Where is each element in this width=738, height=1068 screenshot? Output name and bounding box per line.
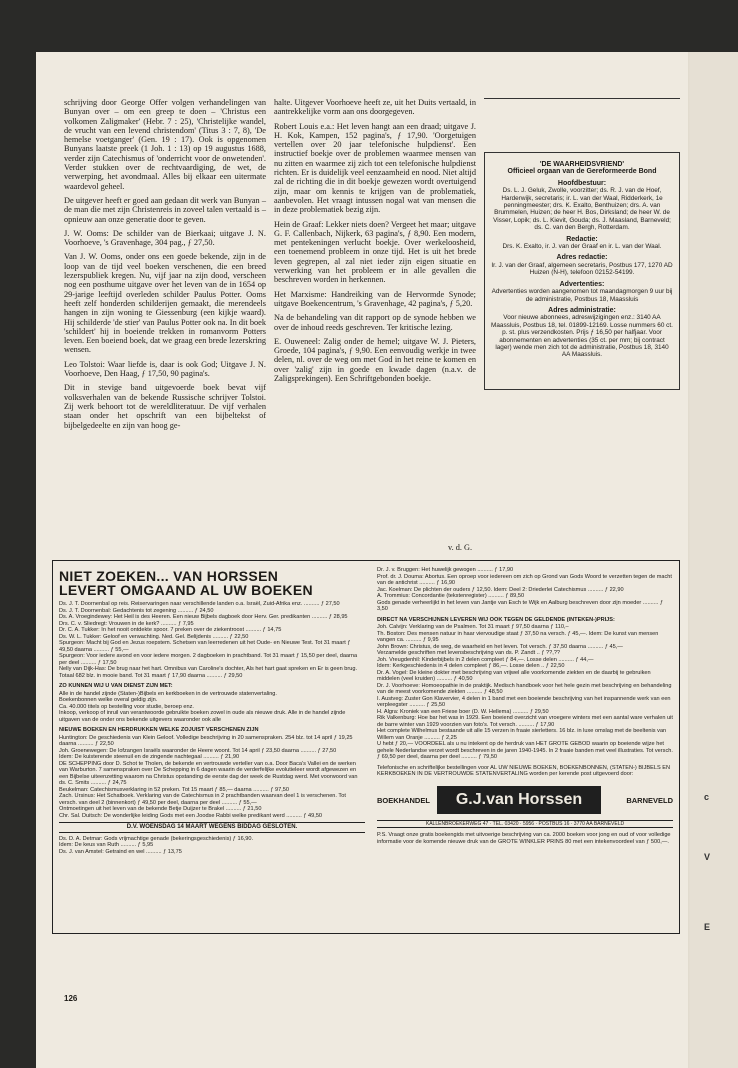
book-entry: Ds. A. Vroegindewey: Het Heil is des Heeren. Een nieuw Bijbels dagboek door Herv. Ger. predikanten .......... ƒ 28,95 — [59, 614, 348, 620]
book-entry: Idem: Kerkgeschiedenis in 4 delen compleet ƒ 86,—. Losse delen .. ƒ 22,50 — [377, 663, 565, 669]
section-text: Ir. J. van der Graaf, algemeen secretaris, Postbus 177, 1270 AD Huizen (N-H), telefoon 02152-54199. — [491, 261, 673, 277]
section-heading: NIEUWE BOEKEN EN HERDRUKKEN WELKE ZOJUIST VERSCHENEN ZIJN — [59, 727, 259, 733]
colophon-title: 'DE WAARHEIDSVRIEND' — [539, 161, 625, 168]
ad-right-column — [377, 567, 673, 845]
book-entry: Ds. W. L. Tukker: Geloof en verwachting. Ned. Gel. Belijdenis .......... ƒ 22,50 — [59, 633, 249, 640]
divider — [484, 98, 680, 99]
book-entry: Gods genade verheerlijkt in het leven van Jantje van Esch te Wijk en Aalburg beschreven door zijn moeder .......... ƒ 3,50 — [377, 599, 664, 612]
section-heading: ZO KUNNEN WIJ U VAN DIENST ZIJN MET: — [59, 683, 173, 689]
section-head: Hoofdbestuur: — [557, 179, 607, 187]
book-entry: Rik Valkenburg: Hoe bar het was in 1929. Een boeiend overzicht van vroegere winters met een aantal ware verhalen uit de barre winter van 1929 voorzien van foto's. Tot versch. .......... ƒ 17,90 — [377, 715, 673, 728]
book-entry: Chr. Sal. Duitsch: De wonderlijke leiding Gods met een Joodse Rabbi welke predikant werd .......... ƒ 49,50 — [59, 812, 323, 819]
paragraph: De uitgever heeft er goed aan gedaan dit werk van Bunyan – de man die met zijn Christenreis in zoveel talen vertaald is – opnieuw aan onze generatie door te geven. — [64, 195, 266, 224]
book-entry: Ds. D. A. Detmar: Gods vrijmachtige genade (bekeringsgeschiedenis) ƒ 16,90. — [59, 835, 254, 842]
section-head: Adres redactie: — [556, 254, 608, 262]
book-entry: Joh. Vreugdenhil: Kinderbijbels in 2 delen compleet ƒ 84,—. Losse delen .......... ƒ 44,— — [377, 656, 594, 663]
book-entry: Dr. C. A. Tukker: In het nooit ontdekte spoor. 7 preken over de ziekentroost .......... ƒ 14,75 — [59, 627, 282, 633]
page-number: 126 — [64, 994, 78, 1003]
section-text: Drs. K. Exalto, ir. J. van der Graaf en ir. L. van der Waal. — [502, 243, 662, 251]
review-column-1 — [64, 98, 266, 435]
logo-left-text: BOEKHANDEL — [377, 795, 430, 805]
book-entry: I. Austveg: Zuster Gon Klavervier, 4 delen in 1 band met een boeiende beschrijving van het inspannende werk van een verpleegster .......... ƒ 25,50 — [377, 695, 671, 708]
book-entry: John Brown: Christus, de weg, de waarheid en het leven. Tot versch. ƒ 37,50 daarna .......... ƒ 45,— — [377, 643, 623, 650]
book-entry: Ds. J. T. Doornenbal: Gedachtenis tot zegening .......... ƒ 24,50 — [59, 607, 214, 614]
paragraph: Het Marxisme: Handreiking van de Hervormde Synode; uitgave Boekencentrum, 's Gravenhage, 42 pagina's, ƒ 5,20. — [274, 289, 476, 308]
book-entry: Prof. dr. J. Douma: Abortus. Een oproep voor iedereen om zich op Grond van Gods Woord te verzetten tegen de macht van de antichrist .......... ƒ 16,90 — [377, 573, 672, 586]
paragraph: schrijving door George Offer volgen verhandelingen van Bunyan over – om een greep te doen – 'Christus een volkomen Zaligmaker' (Hebr. 7 : 25), 'Christelijke wandel, de vrucht van een levend christendom' (Titus 3 : 7, 8), 'De hemelse voetganger' (Gen. 19 : 17). Ook is opgenomen Bunyans laatste preek (1 Joh. 1 : 13) op 19 augustus 1688, verder zijn Catechismus of 'onderricht voor de onwetenden'. Verder stukken over de rechtvaardiging, de wet, de verwerping, het avondmaal. Alles bij elkaar een uitermate waardevol geheel. — [64, 98, 266, 191]
ad-left-column — [59, 567, 365, 855]
book-entry: A. Trommius: Concordantie (tekstenregister) .......... ƒ 89,50 — [377, 593, 525, 599]
book-entry: Dr. A. Vogel: De kleine dokter met beschrijving van vrijwel alle voorkomende ziekten en de daarbij te gebruiken middelen (veel kruiden) .......... ƒ 40,50 — [377, 669, 651, 682]
book-entry: Idem: De kuisterende steenuil en de zingende nachtegaal .......... ƒ 21,90 — [59, 754, 240, 760]
book-entry: DE SCHEPPING door D. Schot te Tholen, de bekende en vertrouwde verteller van o.a. Door Baca's Vallei en de werken van Warburton. 7 samenspraken over De Schepping in 6 dagen waarin de verderfelijke evolutieleer wordt afgewezen en een Bijbelse uiteenzetting waarom na Christus opstanding de eerste dag der week de Rustdag werd. Met voorwoord van ds. C. Smits .......... ƒ 24,75 — [59, 760, 358, 786]
bookshop-advertisement — [52, 560, 680, 934]
book-entry: Ontmoetingen uit het leven van de bekende Betje Duijzer te Brakel .......... ƒ 21,50 — [59, 806, 262, 812]
section-head: Advertenties: — [559, 280, 605, 288]
book-entry: Drs. C. v. Sliedregt: Vrouwen in de kerk? .......... ƒ 7,95 — [59, 620, 194, 627]
service-line: Inkoop, verkoop of inruil van verantwoorde gebruikte boeken zowel in oude als nieuwe druk. Alle in de handel zijnde uitgaven van de onder ons bekende uitgevers waaronder ook alle — [59, 710, 346, 723]
book-entry: Spurgeon: Voor iedere avond en voor iedere morgen. 2 dagboeken in prachtband. Tot 31 maart ƒ 15,50 per deel, daarna per deel .......... ƒ 17,50 — [59, 653, 358, 666]
paragraph: Leo Tolstoi: Waar liefde is, daar is ook God; Uitgave J. N. Voorhoeve, Den Haag, ƒ 17,50, 90 pagina's. — [64, 359, 266, 379]
book-entry: Ds. J. van Amstel: Getraind en wel .......... ƒ 13,75 — [59, 848, 182, 855]
paragraph: halte. Uitgever Voorhoeve heeft ze, uit het Duits vertaald, in aantrekkelijke vorm aan ons doorgegeven. — [274, 98, 476, 117]
book-entry: Ds. J. T. Doornenbal op reis. Reiservaringen naar verschillende landen o.a. Israël, Zuid-Afrika enz. .......... ƒ 27,50 — [59, 601, 340, 607]
book-entry: Dr. J. Voorhoeve: Homoeopathie in de praktijk. Medisch handboek voor het hele gezin met beschrijving en behandeling van de meest voorkomende ziekten .......... ƒ 48,50 — [377, 682, 672, 695]
book-entry: Th. Boston: Des mensen natuur in haar viervoudige staat ƒ 37,50 na versch. ƒ 45,—. Idem: De kunst van mensen vangen ca. .......... ƒ 9,95 — [377, 630, 659, 643]
paragraph: Na de behandeling van dit rapport op de synode hebben we over de inhoud reeds geschreven. Ter kritische lezing. — [274, 313, 476, 332]
book-entry: Joh. Groenewegen: De lofzangen Israëls waaronder de Heere woont. Tot 14 april ƒ 23,50 daarna .......... ƒ 27,50 — [59, 747, 337, 754]
book-entry: Spurgeon: Macht bij God en Jezus roepstem. Schetsen van leerredenen uit het Oude- en Nieuwe Test. Tot 31 maart ƒ 49,50 daarna .......... ƒ 55,— — [59, 640, 351, 653]
book-entry: H. Algra: Kroniek van een Friese boer (D. W. Hellema) .......... ƒ 29,50 — [377, 708, 549, 715]
ad-headline: NIET ZOEKEN... VAN HORSSEN LEVERT OMGAAND AL UW BOEKEN — [59, 568, 313, 598]
closing-notice: D.V. WOENSDAG 14 MAART WEGENS BIDDAG GESLOTEN. — [59, 822, 365, 833]
paragraph: Van J. W. Ooms, onder ons een goede bekende, zijn in de loop van de tijd veel boeken verschenen, die een breed lezerspubliek kregen. Nu, vijf jaar na zijn dood, verscheen nog een posthume uitgave over het leven van de in 1654 op 29-jarige leeftijd overleden schilder Paulus Potter. Ooms heeft zelf honderden schilderijen gemaakt, die merendeels hangen in zijn woning te Giessenburg (een kijkje waard). Hij schilderde 'de stier' van Paulus Potter ook na. In dit boek 'schildert' hij in boeiende trekken in romanvorm Potters leven. Een boeiend boek, dat we graag een brede lezerskring wensen. — [64, 252, 266, 355]
shop-logo — [377, 784, 673, 818]
book-entry: Jac. Koelman: De plichten der ouders ƒ 12,50. Idem: Deel 2: Driederlei Catechismus .......... ƒ 22,90 — [377, 586, 624, 593]
book-entry: Zach. Ursinus: Het Schatboek. Verklaring van de Catechismus in 2 prachtbanden waarvan deel 1 is verschenen. Tot versch. van deel 2 (binnenkort) ƒ 49,50 per deel, daarna per deel .......... ƒ 55,— — [59, 793, 346, 806]
paragraph: J. W. Ooms: De schilder van de Bierkaai; uitgave J. N. Voorhoeve, 's Gravenhage, 304 pag., ƒ 27,50. — [64, 228, 266, 248]
section-head: Adres administratie: — [548, 306, 616, 314]
adjacent-page: c V E — [688, 52, 738, 1068]
review-column-2 — [274, 98, 476, 388]
postscript: P.S. Vraagt onze gratis boekengids met uitvoerige beschrijving van ca. 2000 boeken voor jong en oud of voor volledige informatie voor de komende nieuwe druk van de GROTE WINKLER PRINS 80 met een intekenvoordeel van ƒ 500,—. — [377, 832, 671, 845]
paragraph: E. Ouweneel: Zalig onder de hemel; uitgave W. J. Pieters, Groede, 104 pagina's, ƒ 9,90. Een eenvoudig werkje in twee delen, nl. over de weg om met God in het reine te komen en over 'zalig' zijn in goede en kwade dagen (n.a.v. de Zaligsprekingen). Een Schriftgebonden boekje. — [274, 336, 476, 384]
logo-right-text: BARNEVELD — [626, 795, 673, 805]
service-line: Alle in de handel zijnde (Staten-)Bijbels en kerkboeken in de vertrouwde statenvertaling. — [59, 690, 277, 697]
shop-address: KALLENBROEKERWEG 47 · TEL. 03420 · 5956 · POSTBUS 16 · 3770 AA BARNEVELD — [377, 820, 673, 829]
book-entry: Idem: De keus van Ruth .......... ƒ 5,95 — [59, 842, 154, 848]
section-text: Voor nieuwe abonnees, adreswijzigingen enz.: 3140 AA Maassluis, Postbus 18, tel. 01899-12169. Losse nummers 60 ct. p. st. plus verzendkosten. Prijs ƒ 16,50 per halfjaar. Voor abonnementen en advertenties (35 ct. per mm; bij contract lager) wende men zich tot de administratie, Postbus 18, 3140 AA Maassluis. — [491, 314, 673, 359]
section-text: Advertenties worden aangenomen tot maandagmorgen 9 uur bij de administratie, Postbus 18, Maassluis — [491, 288, 673, 303]
paragraph: Dit in stevige band uitgevoerde boek bevat vijf volksverhalen van de bekende Russische schrijver Tolstoi. Zij werk behoort tot de wereldliteratuur. De vijf verhalen staan onder het opschrift van een bijbeltekst of bijbelgedeelte en zijn van hoog ge- — [64, 383, 266, 430]
service-line: Boekenbonnen welke overal geldig zijn. — [59, 697, 158, 703]
colophon-box — [484, 152, 680, 390]
book-entry: Huntington: De geschiedenis van Klein Geloof. Volledige beschrijving in 20 samenspraken. 254 blz. tot 14 april ƒ 19,25 daarna .......... ƒ 22,50 — [59, 734, 353, 747]
book-entry: Nelly van Dijk-Has: De brug naar het hart. Omnibus van Caroline's dochter, Als het hart gaat spreken en Er is geen brug. Totaal 682 blz. in mooie band. Tot 31 maart ƒ 17,90 daarna .......... ƒ 29,50 — [59, 666, 358, 679]
paragraph: Robert Louis e.a.: Het leven hangt aan een draad; uitgave J. H. Kok, Kampen, 152 pagina's, ƒ 17,90. 'Oorgetuigen vertellen over 20 jaar telefonische hulpdienst'. Een instructief boekje over de problemen waarmee mensen van nu zitten en waarmee zij zich tot een telefonische hulpdienst richten. Er is duidelijk veel eenzaamheid en nood. Niet altijd zal de richting die in dit boekje gewezen wordt overtuigend zijn, maar om kennis te krijgen van de problematiek, aanbevolen. Het vraagt intussen nogal wat van mensen die in deze problematiek bezig zijn. — [274, 121, 476, 215]
section-head: Redactie: — [566, 235, 598, 243]
logo-name: G.J.van Horssen — [437, 786, 601, 814]
service-line: Ca. 40.000 titels op bestelling voor studie, beroep enz. — [59, 703, 194, 710]
order-notice: Telefonische en schriftelijke bestellingen voor AL UW NIEUWE BOEKEN, BOEKENBONNEN, (STATEN-) BIJBELS EN KERKBOEKEN IN DE VERTROUWDE STATENVERTALING worden per kerende post uitgevoerd door: — [377, 764, 671, 777]
paragraph: Hein de Graaf: Lekker niets doen? Vergeet het maar; uitgave G. F. Callenbach, Nijkerk, 63 pagina's, ƒ 8,90. Een modern, met pentekeningen verlucht boekje. Over werkeloosheid, een toenemend probleem in onze tijd. Het is uit het brede leven gegrepen, al zal niet ieder zijn eigen situatie en verwerking van het probleem er in alle gevallen die beschreven worden in herkennen. — [274, 219, 476, 285]
section-text: Ds. L. J. Geluk, Zwolle, voorzitter; ds. R. J. van de Hoef, Harderwijk, secretaris; ir. L. van der Waal, Ridderkerk, 1e penningmeester; drs. K. Exalto, Benthuizen; drs. A. van Brummelen, Huizen; de heer H. Bos, Dirksland; de heer W. de Visser, Lopik; ds. L. Kievit, Gouda; ds. J. Maasland, Barneveld; ds. C. van den Bergh, Rotterdam. — [493, 187, 671, 232]
reviewer-signature: v. d. G. — [448, 543, 473, 552]
magazine-page — [36, 52, 688, 1068]
book-entry: Beukelman: Catechismusverklaring in 52 preken. Tot 15 maart ƒ 85,— daarna .......... ƒ 97,50 — [59, 786, 289, 793]
section-heading: DIRECT NA VERSCHIJNEN LEVEREN WIJ OOK TEGEN DE GELDENDE (INTEKEN-)PRIJS: — [377, 616, 615, 623]
book-entry: Verzamelde geschriften met levensbeschrijving van ds. P. Zandt .. ƒ ??,?? — [377, 650, 561, 656]
book-entry: U hebt ƒ 20,— VOORDEEL als u nu intekent op de herdruk van HET GROTE GEBOD waarin op boeiende wijze het gehele Nederlandse verzet wordt beschreven in de jaren 1940-1945. In 2 fraaie banden met veel illustraties. Tot versch. ƒ 69,50 per deel, daarna per deel .......... ƒ 79,50 — [377, 741, 673, 760]
colophon-subtitle: Officieel orgaan van de Gereformeerde Bond — [507, 168, 657, 176]
book-entry: Dr. J. v. Bruggen: Het huwelijk gewogen .......... ƒ 17,90 — [377, 567, 514, 573]
book-entry: Het complete Wilhelmus bestaande uit alle 15 verzen in fraaie sierletters. 16 blz. in luxe omslag met de beeltenis van Willem van Oranje .......... ƒ 2,25 — [377, 728, 667, 741]
book-entry: Joh. Calvijn: Verklaring van de Psalmen. Tot 31 maart ƒ 97,50 daarna ƒ 110,– — [377, 624, 569, 630]
